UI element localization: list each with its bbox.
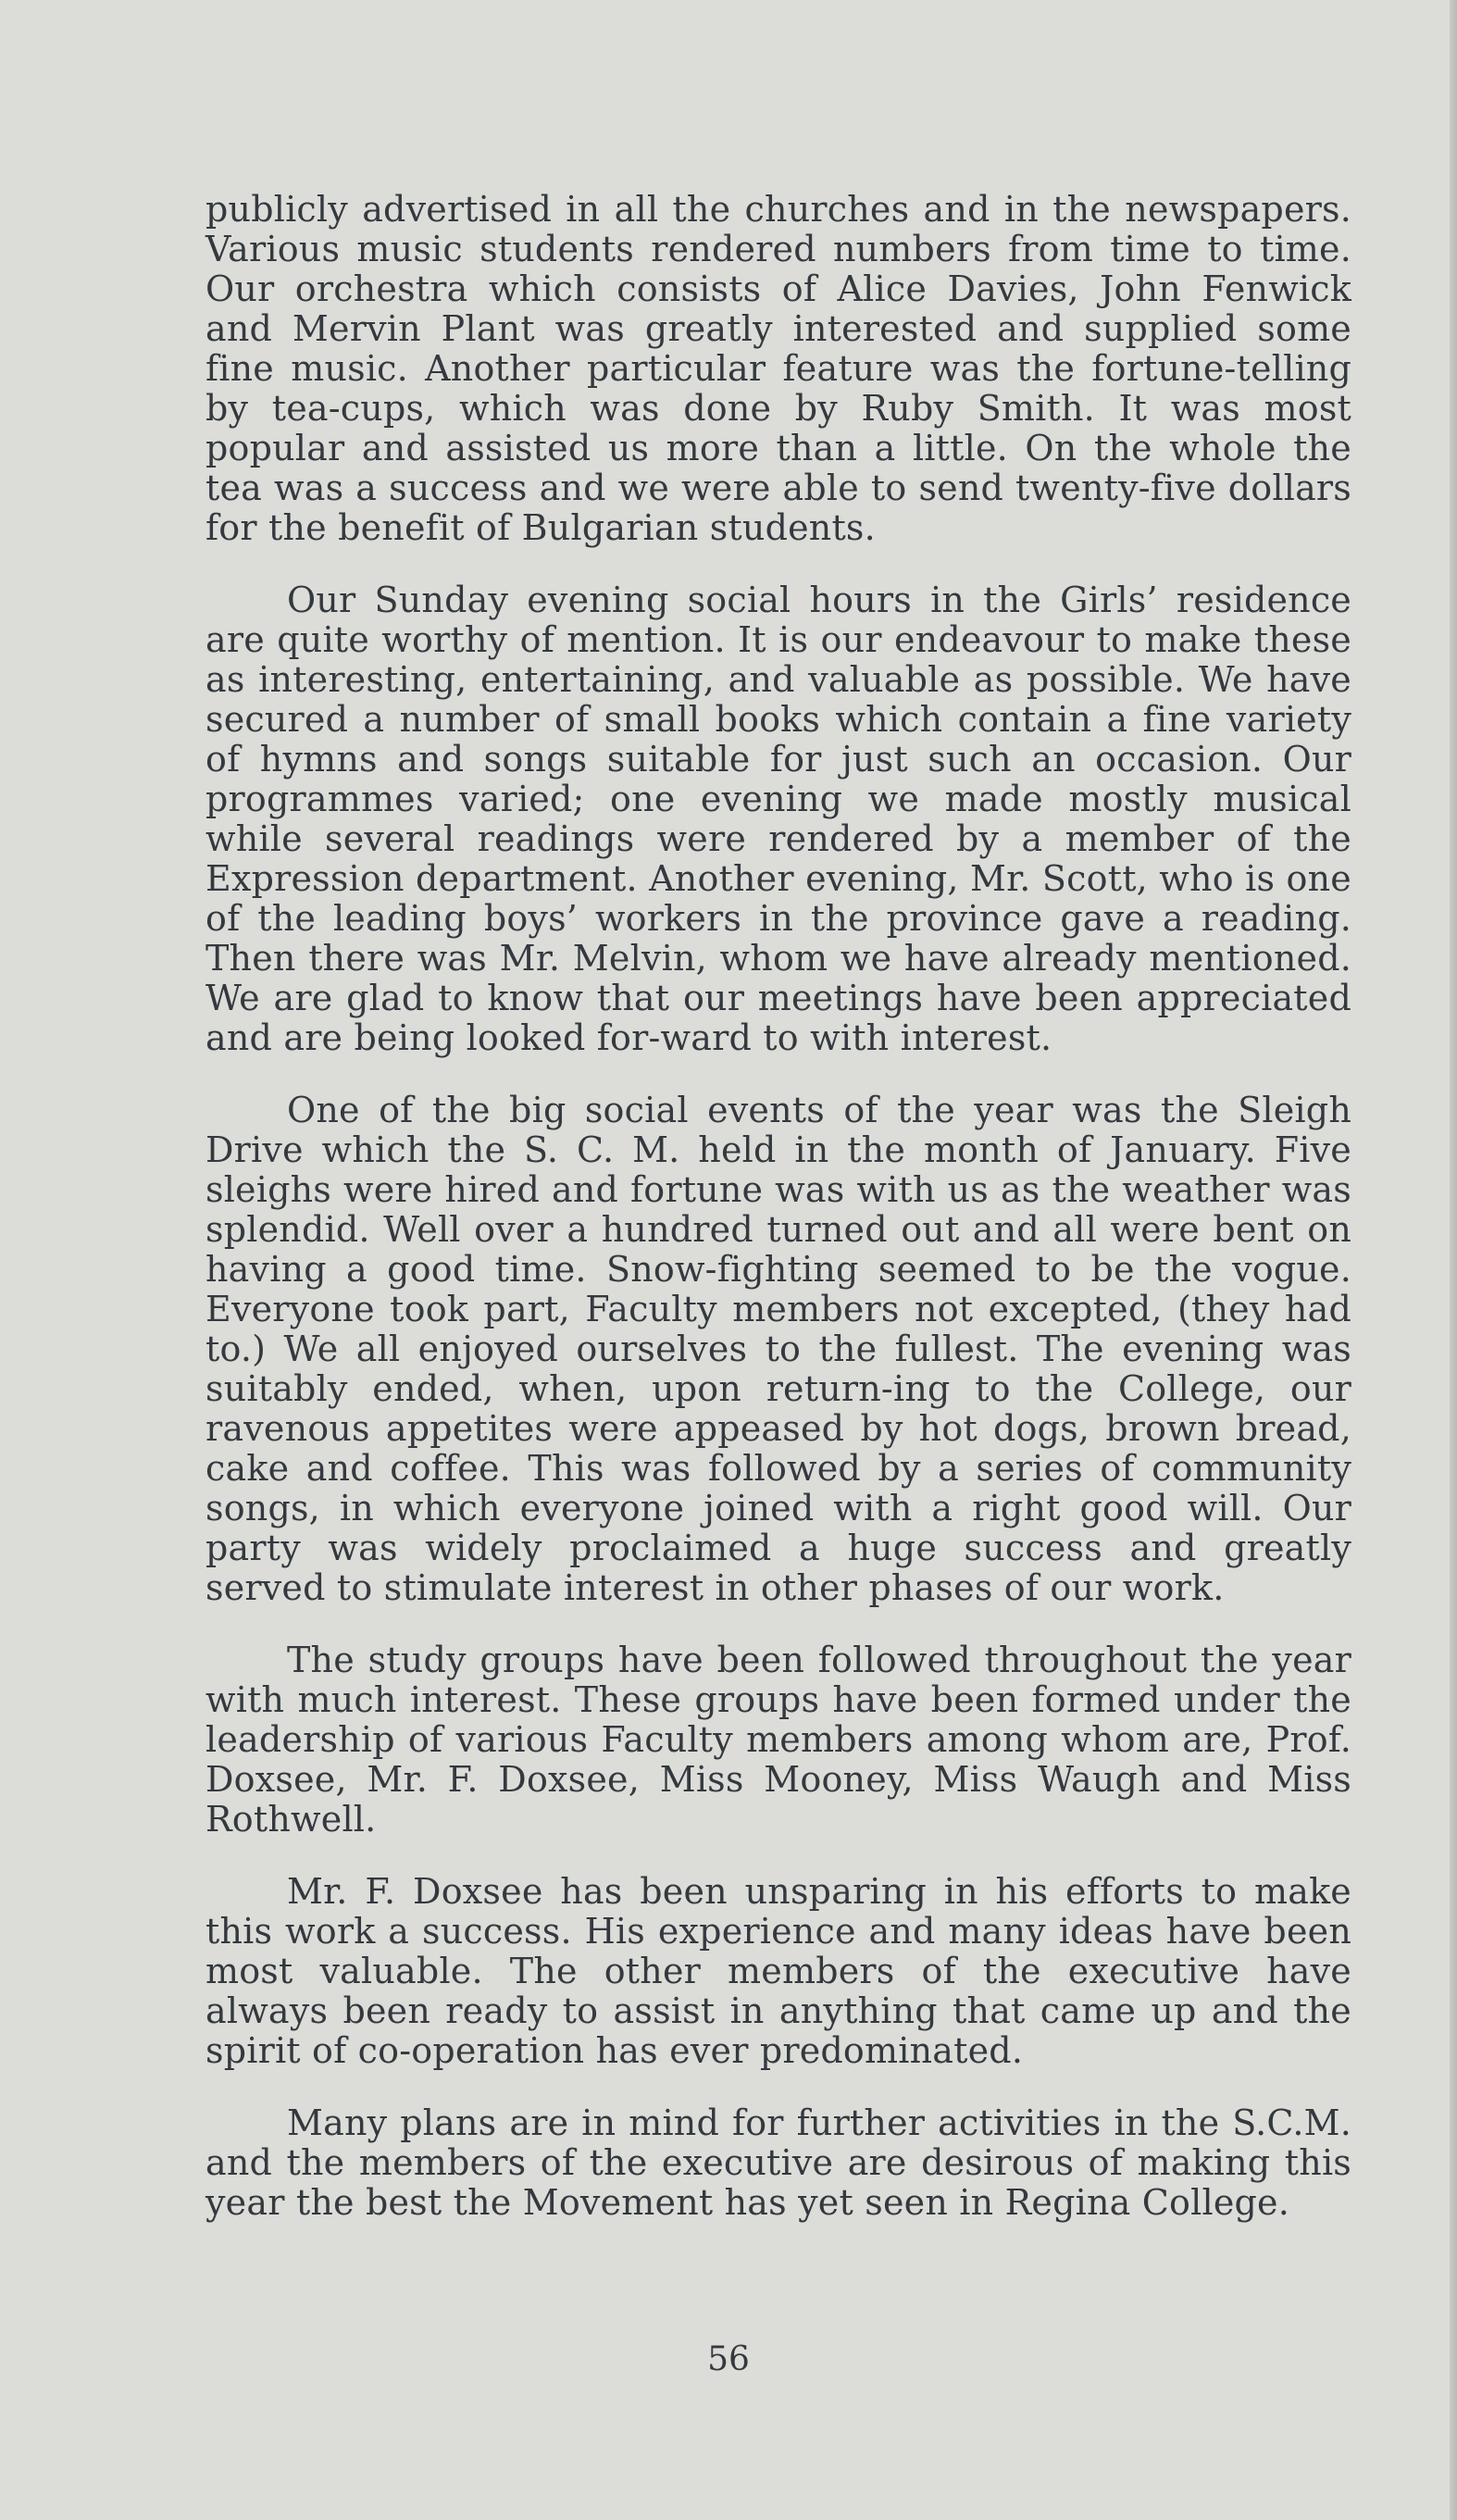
body-text	[205, 190, 1351, 2255]
paragraph-sunday-social-hours: Our Sunday evening social hours in the Girls’ residence are quite worthy of mention. It is our endeavour to make these as interesting, entertaining, and valuable as possible. We have secured a number of small books which contain a fine variety of hymns and songs suitable for just such an occasion. Our programmes varied; one evening we made mostly musical while several readings were rendered by a member of the Expression department. Another evening, Mr. Scott, who is one of the leading boys’ workers in the province gave a reading. Then there was Mr. Melvin, whom we have already mentioned. We are glad to know that our meetings have been appreciated and are being looked for-ward to with interest.	[205, 580, 1351, 1058]
paragraph-doxsee-efforts: Mr. F. Doxsee has been unsparing in his efforts to make this work a success. His experience and many ideas have been most valuable. The other members of the executive have always been ready to assist in anything that came up and the spirit of co-operation has ever predominated.	[205, 1871, 1351, 2071]
paragraph-future-plans: Many plans are in mind for further activities in the S.C.M. and the members of the executive are desirous of making this year the best the Movement has yet seen in Regina College.	[205, 2102, 1351, 2223]
page-number: 56	[707, 2340, 750, 2378]
paragraph-continuation: publicly advertised in all the churches and in the newspapers. Various music students rendered numbers from time to time. Our orchestra which consists of Alice Davies, John Fenwick and Mervin Plant was greatly interested and supplied some fine music. Another particular feature was the fortune-telling by tea-cups, which was done by Ruby Smith. It was most popular and assisted us more than a little. On the whole the tea was a success and we were able to send twenty-five dollars for the benefit of Bulgarian students.	[205, 189, 1351, 548]
paragraph-study-groups: The study groups have been followed throughout the year with much interest. These groups have been formed under the leadership of various Faculty members among whom are, Prof. Doxsee, Mr. F. Doxsee, Miss Mooney, Miss Waugh and Miss Rothwell.	[205, 1640, 1351, 1840]
page-edge-shadow	[1450, 0, 1457, 2520]
paragraph-sleigh-drive: One of the big social events of the year was the Sleigh Drive which the S. C. M. held in the month of January. Five sleighs were hired and fortune was with us as the weather was splendid. Well over a hundred turned out and all were bent on having a good time. Snow-fighting seemed to be the vogue. Everyone took part, Faculty members not excepted, (they had to.) We all enjoyed ourselves to the fullest. The evening was suitably ended, when, upon return-ing to the College, our ravenous appetites were appeased by hot dogs, brown bread, cake and coffee. This was followed by a series of community songs, in which everyone joined with a right good will. Our party was widely proclaimed a huge success and greatly served to stimulate interest in other phases of our work.	[205, 1090, 1351, 1608]
